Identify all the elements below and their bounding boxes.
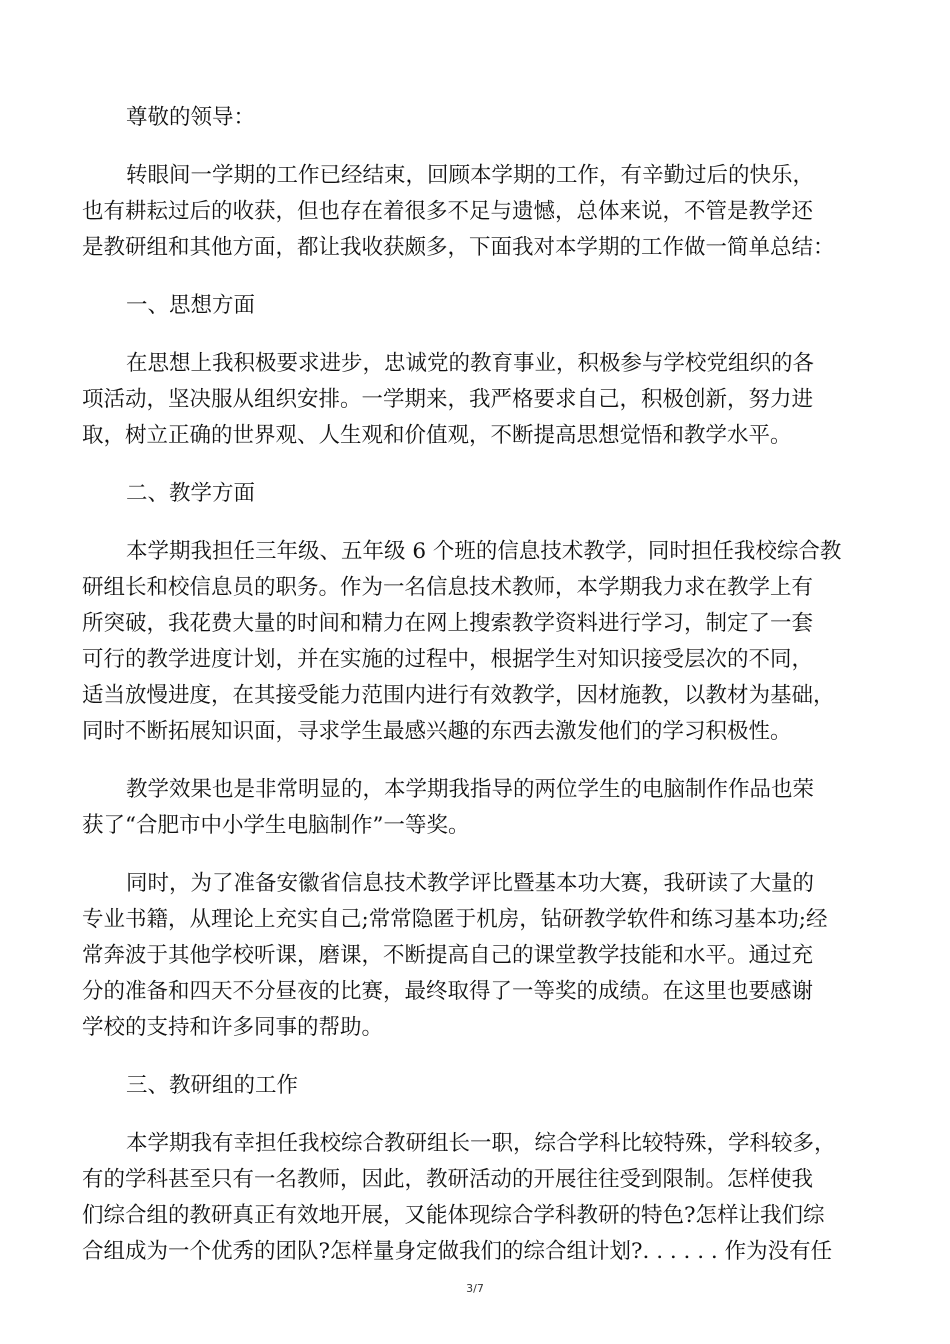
paragraph-line: 分的准备和四天不分昼夜的比赛，最终取得了一等奖的成绩。在这里也要感谢: [82, 979, 814, 1004]
page-number: 3/7: [466, 1282, 484, 1295]
paragraph-line: 教学效果也是非常明显的，本学期我指导的两位学生的电脑制作作品也荣: [126, 777, 815, 802]
paragraph-line: 也有耕耘过后的收获，但也存在着很多不足与遗憾，总体来说，不管是教学还: [82, 199, 814, 224]
paragraph-line: 是教研组和其他方面，都让我收获颇多，下面我对本学期的工作做一简单总结：: [82, 235, 835, 260]
teaching-paragraph: [82, 534, 857, 750]
section-heading-research-group: 三、教研组的工作: [126, 1073, 299, 1098]
section-heading-thought: 一、思想方面: [126, 293, 256, 318]
paragraph-line: 研组长和校信息员的职务。作为一名信息技术教师，本学期我力求在教学上有: [82, 575, 814, 600]
paragraph-line: 取，树立正确的世界观、人生观和价值观，不断提高思想觉悟和教学水平。: [82, 423, 792, 448]
paragraph-line: 在思想上我积极要求进步，忠诚党的教育事业，积极参与学校党组织的各: [126, 351, 815, 376]
paragraph-line: 们综合组的教研真正有效地开展，又能体现综合学科教研的特色?怎样让我们综: [82, 1203, 825, 1228]
paragraph-line: 常奔波于其他学校听课，磨课，不断提高自己的课堂教学技能和水平。通过充: [82, 943, 814, 968]
paragraph-line: 本学期我担任三年级、五年级 6 个班的信息技术教学，同时担任我校综合教: [126, 539, 842, 564]
paragraph-line: 合组成为一个优秀的团队?怎样量身定做我们的综合组计划?. . . . . . 作为没有任: [82, 1239, 833, 1264]
paragraph-line: 项活动，坚决服从组织安排。一学期来，我严格要求自己，积极创新，努力进: [82, 387, 814, 412]
paragraph-line: 专业书籍，从理论上充实自己;常常隐匿于机房，钻研教学软件和练习基本功;经: [82, 907, 828, 932]
paragraph-line: 学校的支持和许多同事的帮助。: [82, 1015, 384, 1040]
competition-paragraph: [82, 866, 857, 1046]
thought-paragraph: [82, 346, 857, 454]
paragraph-line: 同时不断拓展知识面，寻求学生最感兴趣的东西去激发他们的学习积极性。: [82, 719, 792, 744]
paragraph-line: 适当放慢进度，在其接受能力范围内进行有效教学，因材施教，以教材为基础，: [82, 683, 835, 708]
section-heading-teaching: 二、教学方面: [126, 481, 256, 506]
teaching-results-paragraph: [82, 772, 857, 844]
research-group-paragraph: [82, 1126, 857, 1270]
document-body: [82, 100, 857, 1292]
salutation-text: 尊敬的领导：: [126, 105, 256, 130]
paragraph-line: 获了“合肥市中小学生电脑制作”一等奖。: [82, 813, 470, 838]
salutation: [82, 100, 857, 136]
paragraph-line: 本学期我有幸担任我校综合教研组长一职，综合学科比较特殊，学科较多，: [126, 1131, 836, 1156]
paragraph-line: 转眼间一学期的工作已经结束，回顾本学期的工作，有辛勤过后的快乐，: [126, 163, 815, 188]
paragraph-line: 同时，为了准备安徽省信息技术教学评比暨基本功大赛，我研读了大量的: [126, 871, 815, 896]
paragraph-line: 可行的教学进度计划，并在实施的过程中，根据学生对知识接受层次的不同，: [82, 647, 814, 672]
paragraph-line: 有的学科甚至只有一名教师，因此，教研活动的开展往往受到限制。怎样使我: [82, 1167, 814, 1192]
intro-paragraph: [82, 158, 857, 266]
paragraph-line: 所突破，我花费大量的时间和精力在网上搜索教学资料进行学习，制定了一套: [82, 611, 814, 636]
